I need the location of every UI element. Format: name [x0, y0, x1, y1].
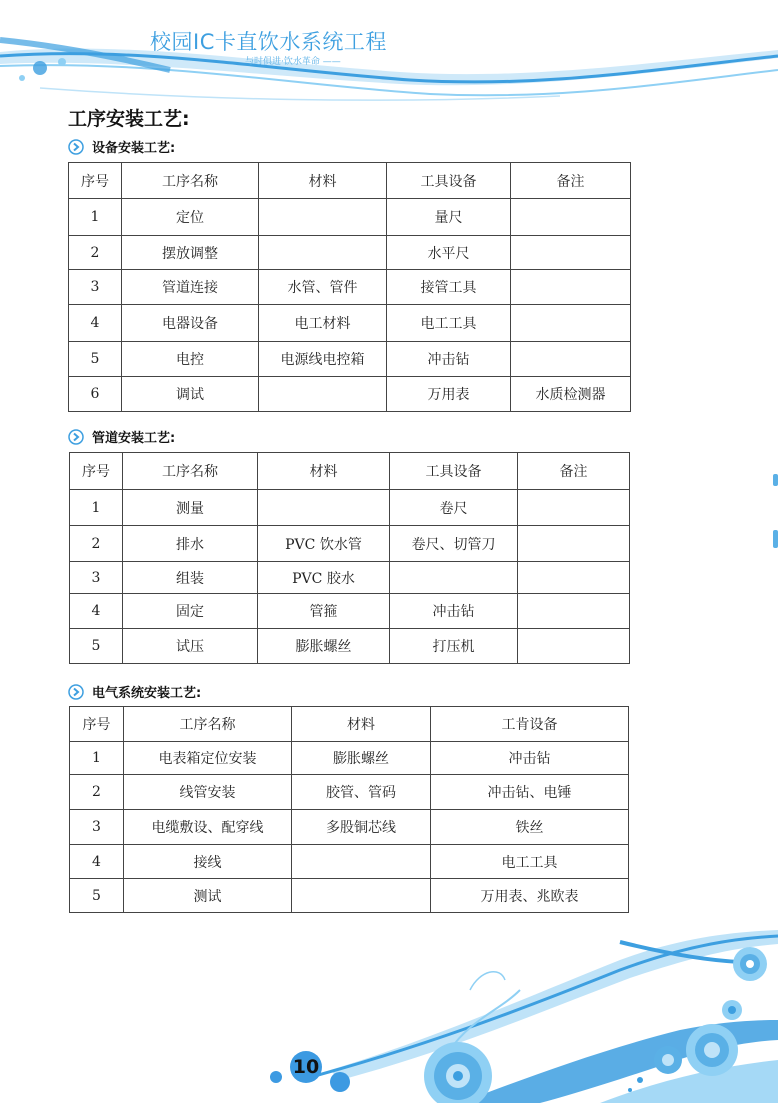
- table-cell: 胶管、管码: [292, 775, 431, 810]
- table-cell: 接线: [124, 845, 292, 879]
- chevron-circle-icon: [68, 684, 84, 700]
- table-cell: 多股铜芯线: [292, 810, 431, 845]
- page-number: 10: [290, 1051, 322, 1083]
- table-cell: [518, 629, 630, 664]
- table-cell: 打压机: [390, 629, 518, 664]
- header-subtitle: 与时俱进·饮水革命 ——: [245, 57, 341, 67]
- table-cell: [511, 199, 631, 236]
- table-row: [70, 526, 630, 562]
- flower-icon: [733, 947, 767, 981]
- table-cell: 2: [69, 236, 122, 270]
- table-cell: 铁丝: [431, 810, 629, 845]
- column-header: 工具设备: [390, 453, 518, 490]
- table-cell: 电工工具: [387, 305, 511, 342]
- table-cell: 调试: [122, 377, 259, 412]
- flower-icon: [654, 1046, 682, 1074]
- section-heading-pipeline: [68, 427, 175, 446]
- section-heading-equipment: [68, 137, 175, 156]
- table-cell: 1: [70, 490, 123, 526]
- table-cell: 摆放调整: [122, 236, 259, 270]
- table-cell: [511, 236, 631, 270]
- table-cell: 测试: [124, 879, 292, 913]
- table-row: [70, 810, 629, 845]
- table-cell: 电工材料: [259, 305, 387, 342]
- flower-icon: [686, 1024, 738, 1076]
- table-cell: 6: [69, 377, 122, 412]
- table-cell: 电控: [122, 342, 259, 377]
- table-row: [70, 879, 629, 913]
- table-cell: [259, 377, 387, 412]
- table-cell: [390, 562, 518, 594]
- side-edge-mark: [773, 530, 778, 548]
- chevron-circle-icon: [68, 429, 84, 445]
- table-cell: 3: [69, 270, 122, 305]
- table-cell: 管道连接: [122, 270, 259, 305]
- column-header: 工肯设备: [431, 707, 629, 742]
- table-cell: 5: [70, 879, 124, 913]
- table-row: [69, 236, 631, 270]
- flower-icon: [722, 1000, 742, 1020]
- table-cell: 定位: [122, 199, 259, 236]
- table-cell: 5: [70, 629, 123, 664]
- table-cell: 冲击钻: [431, 742, 629, 775]
- table-row: [69, 305, 631, 342]
- table-cell: 4: [70, 594, 123, 629]
- table-cell: 2: [70, 775, 124, 810]
- table-cell: 卷尺: [390, 490, 518, 526]
- table-header-row: [69, 163, 631, 199]
- table-cell: 3: [70, 562, 123, 594]
- decorative-dot: [637, 1077, 643, 1083]
- table-cell: 3: [70, 810, 124, 845]
- side-edge-mark: [773, 474, 778, 486]
- column-header: 工序名称: [123, 453, 258, 490]
- equipment-install-table: [68, 162, 631, 412]
- table-cell: 水平尺: [387, 236, 511, 270]
- table-cell: 膨胀螺丝: [258, 629, 390, 664]
- header-wave-decoration: [0, 0, 778, 110]
- pipeline-install-table: [69, 452, 630, 664]
- table-cell: 测量: [123, 490, 258, 526]
- table-cell: [511, 270, 631, 305]
- table-cell: 膨胀螺丝: [292, 742, 431, 775]
- table-row: [69, 270, 631, 305]
- column-header: 材料: [258, 453, 390, 490]
- section-heading-text: 电气系统安装工艺:: [92, 686, 202, 701]
- column-header: 材料: [292, 707, 431, 742]
- table-cell: [518, 526, 630, 562]
- table-row: [70, 742, 629, 775]
- table-cell: 水质检测器: [511, 377, 631, 412]
- table-cell: [518, 490, 630, 526]
- table-header-row: [70, 453, 630, 490]
- table-cell: 4: [69, 305, 122, 342]
- column-header: 材料: [259, 163, 387, 199]
- table-cell: 试压: [123, 629, 258, 664]
- column-header: 备注: [518, 453, 630, 490]
- table-row: [69, 199, 631, 236]
- section-heading-electrical: [68, 682, 201, 701]
- table-cell: 冲击钻: [387, 342, 511, 377]
- table-cell: 接管工具: [387, 270, 511, 305]
- table-row: [70, 562, 630, 594]
- table-cell: 电工工具: [431, 845, 629, 879]
- decorative-dot: [330, 1072, 350, 1092]
- table-cell: 量尺: [387, 199, 511, 236]
- table-cell: 排水: [123, 526, 258, 562]
- section-heading-text: 管道安装工艺:: [92, 431, 176, 446]
- table-cell: [292, 879, 431, 913]
- footer-floral-decoration: [0, 930, 778, 1103]
- table-cell: 电缆敷设、配穿线: [124, 810, 292, 845]
- table-cell: 组装: [123, 562, 258, 594]
- table-cell: [511, 342, 631, 377]
- table-cell: 5: [69, 342, 122, 377]
- table-cell: 卷尺、切管刀: [390, 526, 518, 562]
- table-row: [70, 490, 630, 526]
- table-cell: [518, 594, 630, 629]
- table-row: [70, 629, 630, 664]
- table-cell: 冲击钻: [390, 594, 518, 629]
- table-cell: 2: [70, 526, 123, 562]
- table-cell: 电源线电控箱: [259, 342, 387, 377]
- table-cell: 4: [70, 845, 124, 879]
- column-header: 序号: [69, 163, 122, 199]
- electrical-install-table: [69, 706, 629, 913]
- table-cell: [258, 490, 390, 526]
- table-row: [70, 845, 629, 879]
- table-cell: 固定: [123, 594, 258, 629]
- table-cell: 管箍: [258, 594, 390, 629]
- table-cell: PVC 胶水: [258, 562, 390, 594]
- table-row: [69, 377, 631, 412]
- table-row: [70, 594, 630, 629]
- table-row: [69, 342, 631, 377]
- column-header: 工序名称: [122, 163, 259, 199]
- table-cell: PVC 饮水管: [258, 526, 390, 562]
- decorative-dot: [628, 1088, 632, 1092]
- table-cell: 1: [69, 199, 122, 236]
- table-cell: 水管、管件: [259, 270, 387, 305]
- table-cell: 万用表、兆欧表: [431, 879, 629, 913]
- header-title: 校园IC卡直饮水系统工程: [150, 30, 387, 54]
- table-cell: [259, 199, 387, 236]
- table-cell: [511, 305, 631, 342]
- table-cell: [292, 845, 431, 879]
- table-cell: [259, 236, 387, 270]
- table-cell: 电表箱定位安装: [124, 742, 292, 775]
- column-header: 工具设备: [387, 163, 511, 199]
- table-cell: 线管安装: [124, 775, 292, 810]
- table-cell: 冲击钻、电锤: [431, 775, 629, 810]
- table-cell: 1: [70, 742, 124, 775]
- column-header: 工序名称: [124, 707, 292, 742]
- column-header: 序号: [70, 453, 123, 490]
- decorative-dot: [270, 1071, 282, 1083]
- table-cell: [518, 562, 630, 594]
- section-heading-text: 设备安装工艺:: [92, 141, 176, 156]
- table-cell: 万用表: [387, 377, 511, 412]
- table-cell: 电器设备: [122, 305, 259, 342]
- column-header: 备注: [511, 163, 631, 199]
- table-header-row: [70, 707, 629, 742]
- column-header: 序号: [70, 707, 124, 742]
- chevron-circle-icon: [68, 139, 84, 155]
- page-title: 工序安装工艺:: [68, 108, 190, 130]
- table-row: [70, 775, 629, 810]
